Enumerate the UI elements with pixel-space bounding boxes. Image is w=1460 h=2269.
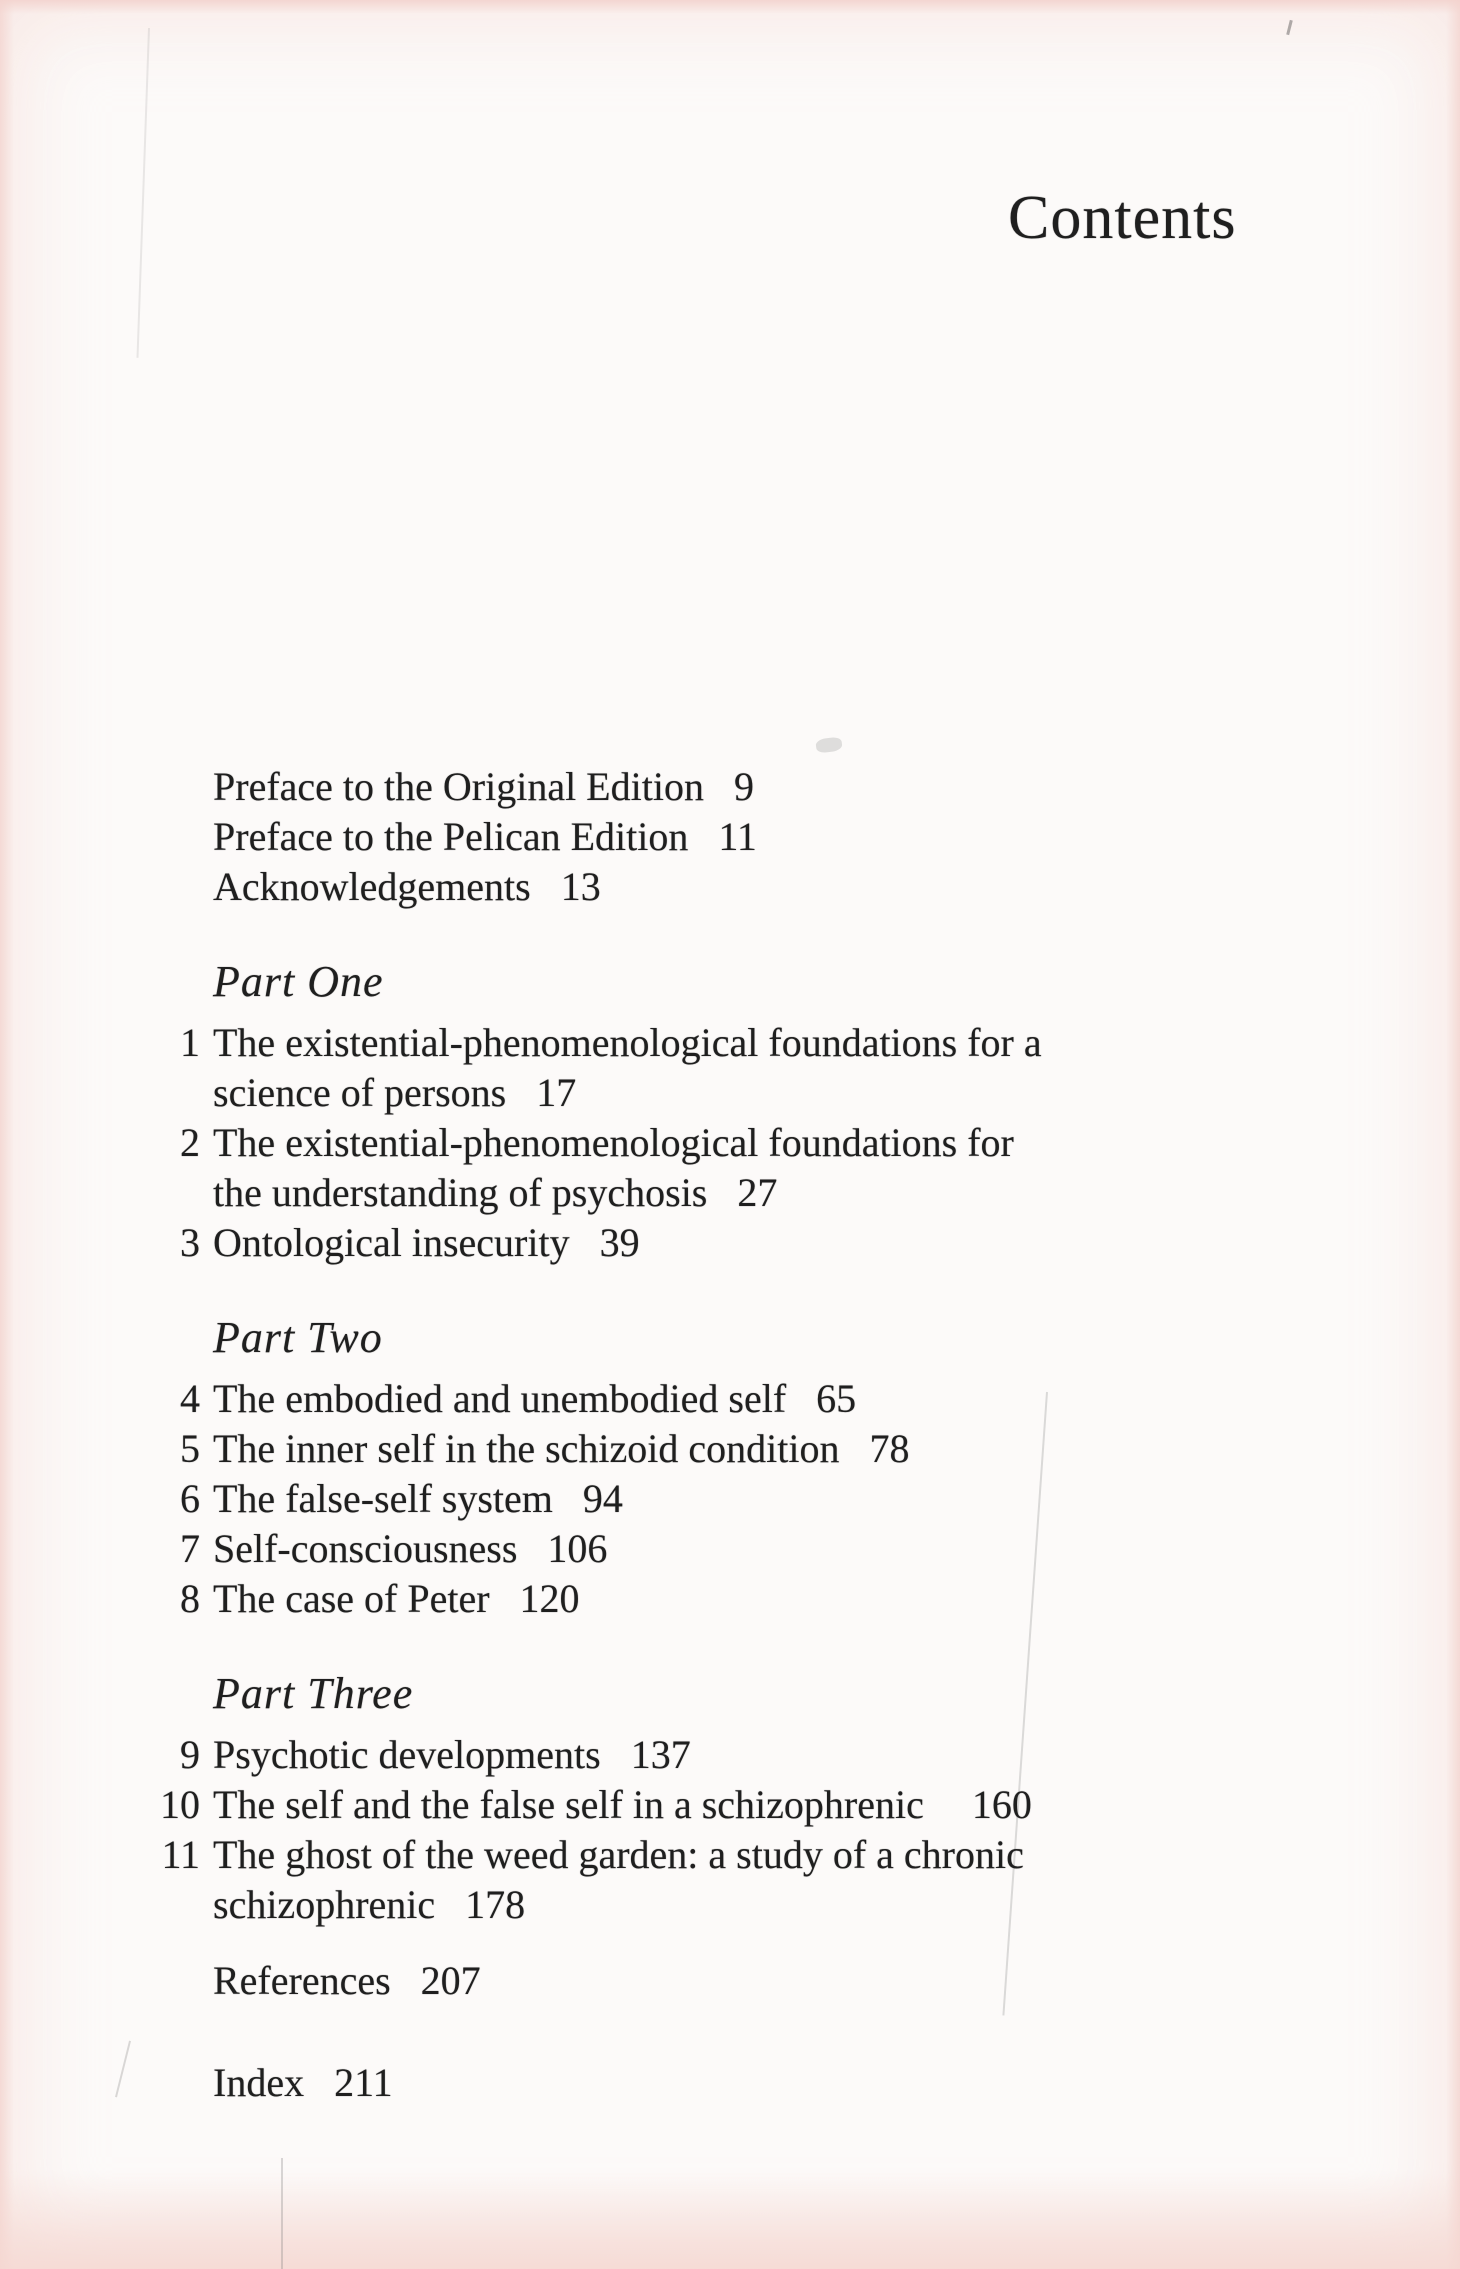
page-number: 178 xyxy=(465,1882,526,1927)
chapter-number: 1 xyxy=(180,1020,200,1065)
chapter-title: The embodied and unembodied self xyxy=(213,1376,787,1421)
page-number: 207 xyxy=(420,1958,481,2003)
toc-entry xyxy=(213,1956,1345,2006)
part-heading: Part One xyxy=(213,957,384,1006)
page-number: 211 xyxy=(334,2060,393,2105)
page-number: 65 xyxy=(816,1376,857,1421)
entry-label: Preface to the Pelican Edition xyxy=(213,814,689,859)
toc-entry xyxy=(213,812,1345,862)
page-number: 17 xyxy=(536,1070,577,1115)
page-number: 106 xyxy=(547,1526,608,1571)
toc-entry xyxy=(155,1780,1345,1830)
scan-mark-artifact xyxy=(1286,20,1293,35)
toc-entry xyxy=(155,1218,1345,1268)
page-number: 120 xyxy=(519,1576,580,1621)
chapter-title: The ghost of the weed garden: a study of a chronic xyxy=(213,1832,1024,1877)
page-number: 160 xyxy=(971,1782,1032,1827)
chapter-title: Psychotic developments xyxy=(213,1732,601,1777)
chapter-title-continued: science of persons xyxy=(213,1070,507,1115)
page-number: 39 xyxy=(599,1220,640,1265)
scan-crease-artifact xyxy=(281,2158,283,2269)
toc-entry xyxy=(213,862,1345,912)
entry-label: Preface to the Original Edition xyxy=(213,764,704,809)
toc-entry xyxy=(155,1830,1345,1930)
page-number: 78 xyxy=(869,1426,910,1471)
page-edge-tint-bottom xyxy=(0,2169,1460,2269)
chapter-title: Ontological insecurity xyxy=(213,1220,570,1265)
chapter-title-continued: schizophrenic xyxy=(213,1882,436,1927)
back-matter-section xyxy=(155,1956,1345,2108)
chapter-number: 9 xyxy=(180,1732,200,1777)
page-number: 13 xyxy=(560,864,601,909)
part-heading: Part Two xyxy=(213,1313,383,1362)
scan-crease-artifact xyxy=(115,2041,131,2098)
chapter-title-continued: the understanding of psychosis xyxy=(213,1170,708,1215)
chapter-number: 6 xyxy=(180,1476,200,1521)
toc-entry xyxy=(155,1730,1345,1780)
toc-entry xyxy=(155,1374,1345,1424)
entry-label: References xyxy=(213,1958,391,2003)
entry-label: Acknowledgements xyxy=(213,864,531,909)
table-of-contents xyxy=(155,762,1345,2108)
chapter-number: 7 xyxy=(180,1526,200,1571)
front-matter-section xyxy=(155,762,1345,912)
part-one-section xyxy=(155,954,1345,1268)
part-heading: Part Three xyxy=(213,1669,414,1718)
page-number: 27 xyxy=(737,1170,778,1215)
chapter-number: 10 xyxy=(160,1782,200,1827)
toc-entry xyxy=(155,1424,1345,1474)
toc-entry xyxy=(155,1118,1345,1218)
scan-smudge-artifact xyxy=(815,736,843,753)
page-edge-tint-right xyxy=(1446,0,1460,2269)
part-two-section xyxy=(155,1310,1345,1624)
chapter-number: 11 xyxy=(161,1832,200,1877)
page-edge-tint-left xyxy=(0,0,14,2269)
chapter-title: The existential-phenomenological foundations for xyxy=(213,1120,1014,1165)
page-number: 11 xyxy=(718,814,757,859)
chapter-title: The self and the false self in a schizophrenic xyxy=(213,1782,924,1827)
page-number: 137 xyxy=(630,1732,691,1777)
chapter-title: The existential-phenomenological foundations for a xyxy=(213,1020,1042,1065)
toc-entry xyxy=(213,2058,1345,2108)
chapter-title: The false-self system xyxy=(213,1476,553,1521)
scan-crease-artifact xyxy=(136,28,150,358)
toc-entry xyxy=(155,1574,1345,1624)
page-number: 94 xyxy=(582,1476,623,1521)
page-number: 9 xyxy=(733,764,754,809)
chapter-number: 3 xyxy=(180,1220,200,1265)
chapter-title: The inner self in the schizoid condition xyxy=(213,1426,840,1471)
chapter-title: The case of Peter xyxy=(213,1576,490,1621)
part-three-section xyxy=(155,1666,1345,1930)
chapter-number: 8 xyxy=(180,1576,200,1621)
chapter-number: 4 xyxy=(180,1376,200,1421)
page-title: Contents xyxy=(1008,184,1237,252)
chapter-title: Self-consciousness xyxy=(213,1526,518,1571)
toc-entry xyxy=(213,762,1345,812)
page-edge-tint-top xyxy=(0,0,1460,14)
toc-entry xyxy=(155,1524,1345,1574)
chapter-number: 2 xyxy=(180,1120,200,1165)
toc-entry xyxy=(155,1474,1345,1524)
chapter-number: 5 xyxy=(180,1426,200,1471)
entry-label: Index xyxy=(213,2060,305,2105)
toc-entry xyxy=(155,1018,1345,1118)
